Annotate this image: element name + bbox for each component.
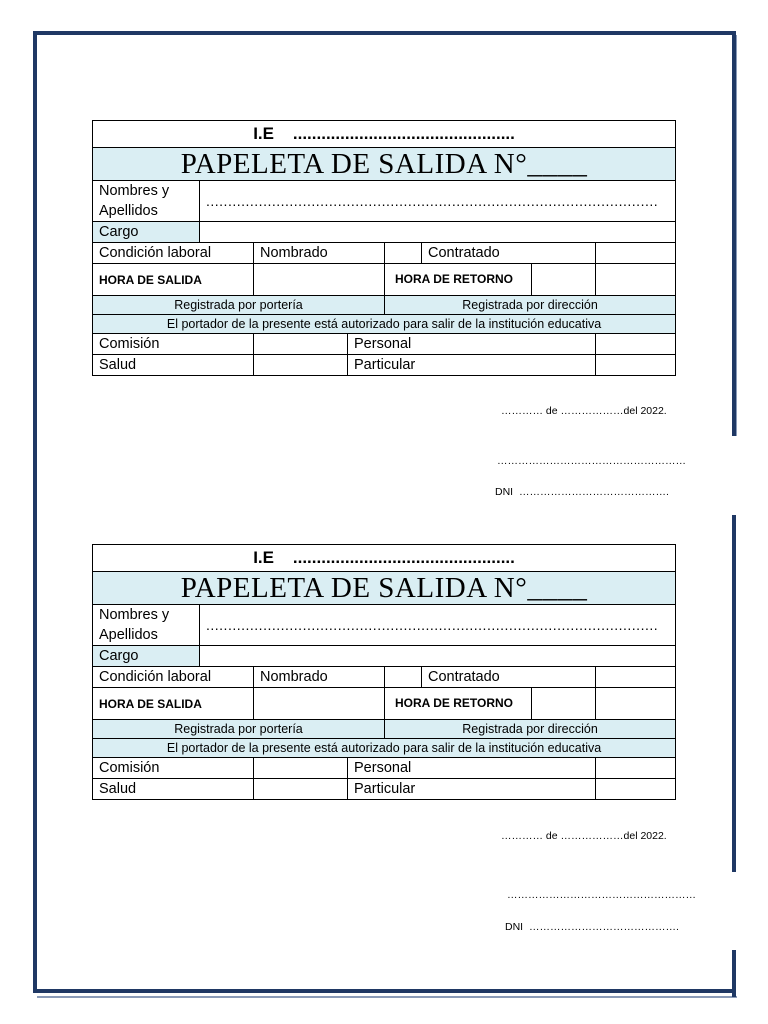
exit-slip-form-2 xyxy=(92,544,675,800)
cargo-label: Cargo xyxy=(93,646,200,667)
date-line-1[interactable]: ………… de ………………del 2022. xyxy=(501,405,667,417)
institution-dots: ............................................... xyxy=(292,124,515,143)
institution-label: I.E xyxy=(253,548,274,567)
exit-slip-form-1 xyxy=(92,120,675,376)
hora-salida-field[interactable] xyxy=(254,688,385,720)
hora-salida-label: HORA DE SALIDA xyxy=(93,688,254,720)
names-label: Nombres y Apellidos xyxy=(93,605,200,646)
exit-slip-table xyxy=(92,544,676,800)
names-field[interactable]: ....................................................................................................... xyxy=(200,181,676,222)
hora-salida-field[interactable] xyxy=(254,264,385,296)
registrada-porteria-label: Registrada por portería xyxy=(93,720,385,739)
salud-checkbox[interactable] xyxy=(254,355,348,376)
nombrado-checkbox[interactable] xyxy=(385,667,422,687)
institution-label: I.E xyxy=(253,124,274,143)
particular-label: Particular xyxy=(348,779,596,800)
comision-checkbox[interactable] xyxy=(254,758,348,779)
authorization-text: El portador de la presente está autorizado para salir de la institución educativa xyxy=(93,315,676,334)
salud-checkbox[interactable] xyxy=(254,779,348,800)
page-border-right-shadow xyxy=(736,35,737,436)
comision-label: Comisión xyxy=(93,334,254,355)
dni-label: DNI xyxy=(495,486,514,498)
contratado-checkbox[interactable] xyxy=(596,667,676,688)
nombrado-checkbox[interactable] xyxy=(385,243,422,263)
hora-retorno-field[interactable] xyxy=(596,688,676,720)
dni-label: DNI xyxy=(505,921,524,933)
page-border-right-bottom xyxy=(732,950,736,997)
cargo-label: Cargo xyxy=(93,222,200,243)
exit-slip-table xyxy=(92,120,676,376)
nombrado-label: Nombrado xyxy=(254,243,385,264)
salud-label: Salud xyxy=(93,779,254,800)
names-field[interactable]: ....................................................................................................... xyxy=(200,605,676,646)
slip-number-blank[interactable]: ____ xyxy=(527,148,588,180)
cargo-field[interactable] xyxy=(200,646,676,667)
hora-retorno-label: HORA DE RETORNO xyxy=(385,264,596,296)
date-line-2[interactable]: ………… de ………………del 2022. xyxy=(501,830,667,842)
form-title: PAPELETA DE SALIDA N°____ xyxy=(93,148,676,181)
hora-retorno-label: HORA DE RETORNO xyxy=(385,688,596,720)
hora-retorno-field[interactable] xyxy=(596,264,676,296)
dni-line-2[interactable] xyxy=(505,921,679,933)
page-border-right-middle xyxy=(732,515,736,872)
form-title: PAPELETA DE SALIDA N°____ xyxy=(93,572,676,605)
names-label: Nombres y Apellidos xyxy=(93,181,200,222)
cargo-field[interactable] xyxy=(200,222,676,243)
condicion-label: Condición laboral xyxy=(93,243,254,264)
authorization-text: El portador de la presente está autorizado para salir de la institución educativa xyxy=(93,739,676,758)
personal-checkbox[interactable] xyxy=(596,334,676,355)
institution-field[interactable] xyxy=(93,545,676,572)
slip-number-blank[interactable]: ____ xyxy=(527,572,588,604)
dni-dots: ……………………………………. xyxy=(518,486,669,498)
signature-line-2[interactable]: ……………………………………………… xyxy=(507,889,696,901)
condicion-label: Condición laboral xyxy=(93,667,254,688)
dni-line-1[interactable] xyxy=(495,486,669,498)
nombrado-label: Nombrado xyxy=(254,667,385,688)
personal-checkbox[interactable] xyxy=(596,758,676,779)
personal-label: Personal xyxy=(348,334,596,355)
registrada-direccion-label: Registrada por dirección xyxy=(385,296,676,315)
registrada-direccion-label: Registrada por dirección xyxy=(385,720,676,739)
comision-checkbox[interactable] xyxy=(254,334,348,355)
dni-dots: ……………………………………. xyxy=(528,921,679,933)
contratado-checkbox[interactable] xyxy=(596,243,676,264)
contratado-label: Contratado xyxy=(385,667,596,688)
personal-label: Personal xyxy=(348,758,596,779)
page-border-shadow xyxy=(37,996,737,998)
particular-checkbox[interactable] xyxy=(596,355,676,376)
particular-label: Particular xyxy=(348,355,596,376)
signature-line-1[interactable]: ……………………………………………… xyxy=(497,455,686,467)
hora-salida-label: HORA DE SALIDA xyxy=(93,264,254,296)
institution-field[interactable] xyxy=(93,121,676,148)
particular-checkbox[interactable] xyxy=(596,779,676,800)
comision-label: Comisión xyxy=(93,758,254,779)
registrada-porteria-label: Registrada por portería xyxy=(93,296,385,315)
contratado-label: Contratado xyxy=(385,243,596,264)
salud-label: Salud xyxy=(93,355,254,376)
institution-dots: ............................................... xyxy=(292,548,515,567)
